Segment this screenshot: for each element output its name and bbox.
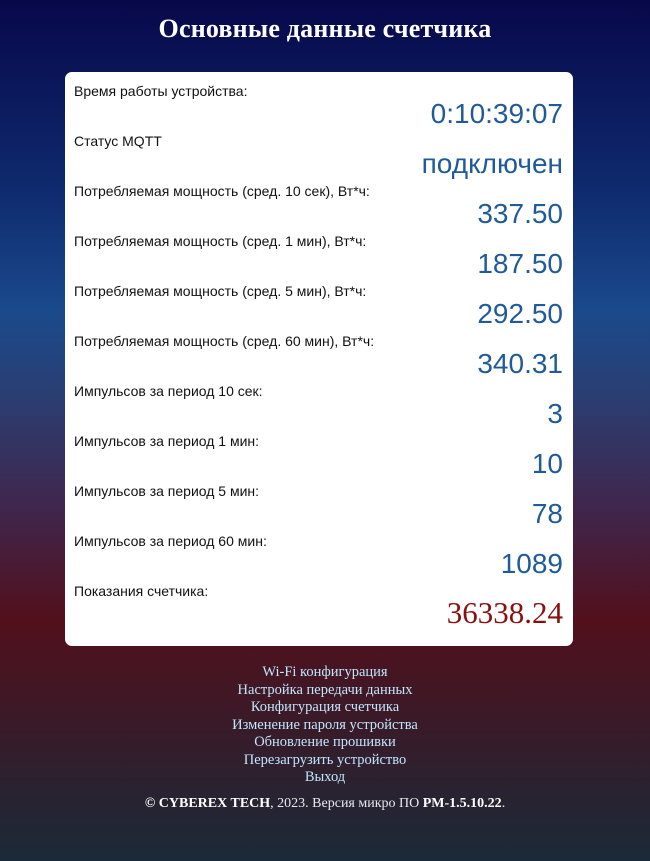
footer-end: . (501, 796, 506, 811)
power-1m-label: Потребляемая мощность (сред. 1 мин), Вт*ч: (74, 233, 367, 249)
power-1m-value: 187.50 (477, 248, 563, 279)
uptime-label: Время работы устройства: (74, 83, 248, 99)
row-power-1m (65, 222, 573, 279)
row-pulses-60m (65, 522, 573, 579)
row-power-10s (65, 172, 573, 229)
pulses-5m-value: 78 (531, 498, 563, 529)
row-pulses-1m (65, 422, 573, 479)
nav-link-meter-config[interactable]: Конфигурация счетчика (250, 699, 400, 715)
meter-data-card (65, 72, 573, 646)
nav-link-wifi-config[interactable]: Wi-Fi конфигурация (262, 664, 388, 680)
pulses-60m-value: 1089 (500, 548, 563, 579)
pulses-1m-value: 10 (531, 448, 563, 479)
pulses-10s-label: Импульсов за период 10 сек: (74, 383, 263, 399)
row-uptime (65, 72, 573, 129)
row-power-5m (65, 272, 573, 329)
nav-link-logout[interactable]: Выход (304, 769, 346, 785)
row-pulses-5m (65, 472, 573, 529)
meter-reading-label: Показания счетчика: (74, 583, 209, 599)
power-5m-value: 292.50 (477, 298, 563, 329)
power-10s-value: 337.50 (477, 198, 563, 229)
mqtt-status-value: подключен (421, 148, 563, 179)
row-mqtt-status (65, 122, 573, 179)
row-pulses-10s (65, 372, 573, 429)
pulses-5m-label: Импульсов за период 5 мин: (74, 483, 260, 499)
nav-link-firmware-update[interactable]: Обновление прошивки (254, 734, 396, 750)
company-name: CYBEREX TECH (158, 796, 271, 811)
nav-link-data-transfer[interactable]: Настройка передачи данных (237, 681, 413, 698)
uptime-value: 0:10:39:07 (430, 98, 563, 129)
power-60m-value: 340.31 (477, 348, 563, 379)
footer (0, 796, 650, 812)
mqtt-status-label: Статус MQTT (74, 133, 162, 149)
nav-menu (0, 664, 650, 787)
pulses-60m-label: Импульсов за период 60 мин: (74, 533, 267, 549)
row-power-60m (65, 322, 573, 379)
firmware-version: PM-1.5.10.22 (422, 796, 502, 811)
pulses-10s-value: 3 (547, 398, 563, 429)
page-title: Основные данные счетчика (158, 14, 492, 43)
power-5m-label: Потребляемая мощность (сред. 5 мин), Вт*ч: (74, 283, 367, 299)
meter-reading-value: 36338.24 (446, 595, 563, 630)
nav-link-change-password[interactable]: Изменение пароля устройства (232, 716, 418, 733)
footer-year-text: , 2023. Версия микро ПО (270, 796, 423, 811)
power-60m-label: Потребляемая мощность (сред. 60 мин), Вт*ч: (74, 333, 375, 349)
copyright-symbol: © (144, 796, 156, 811)
power-10s-label: Потребляемая мощность (сред. 10 сек), Вт*ч: (74, 183, 370, 199)
row-meter-reading (65, 572, 573, 630)
nav-link-reboot[interactable]: Перезагрузить устройство (243, 751, 407, 768)
pulses-1m-label: Импульсов за период 1 мин: (74, 433, 260, 449)
